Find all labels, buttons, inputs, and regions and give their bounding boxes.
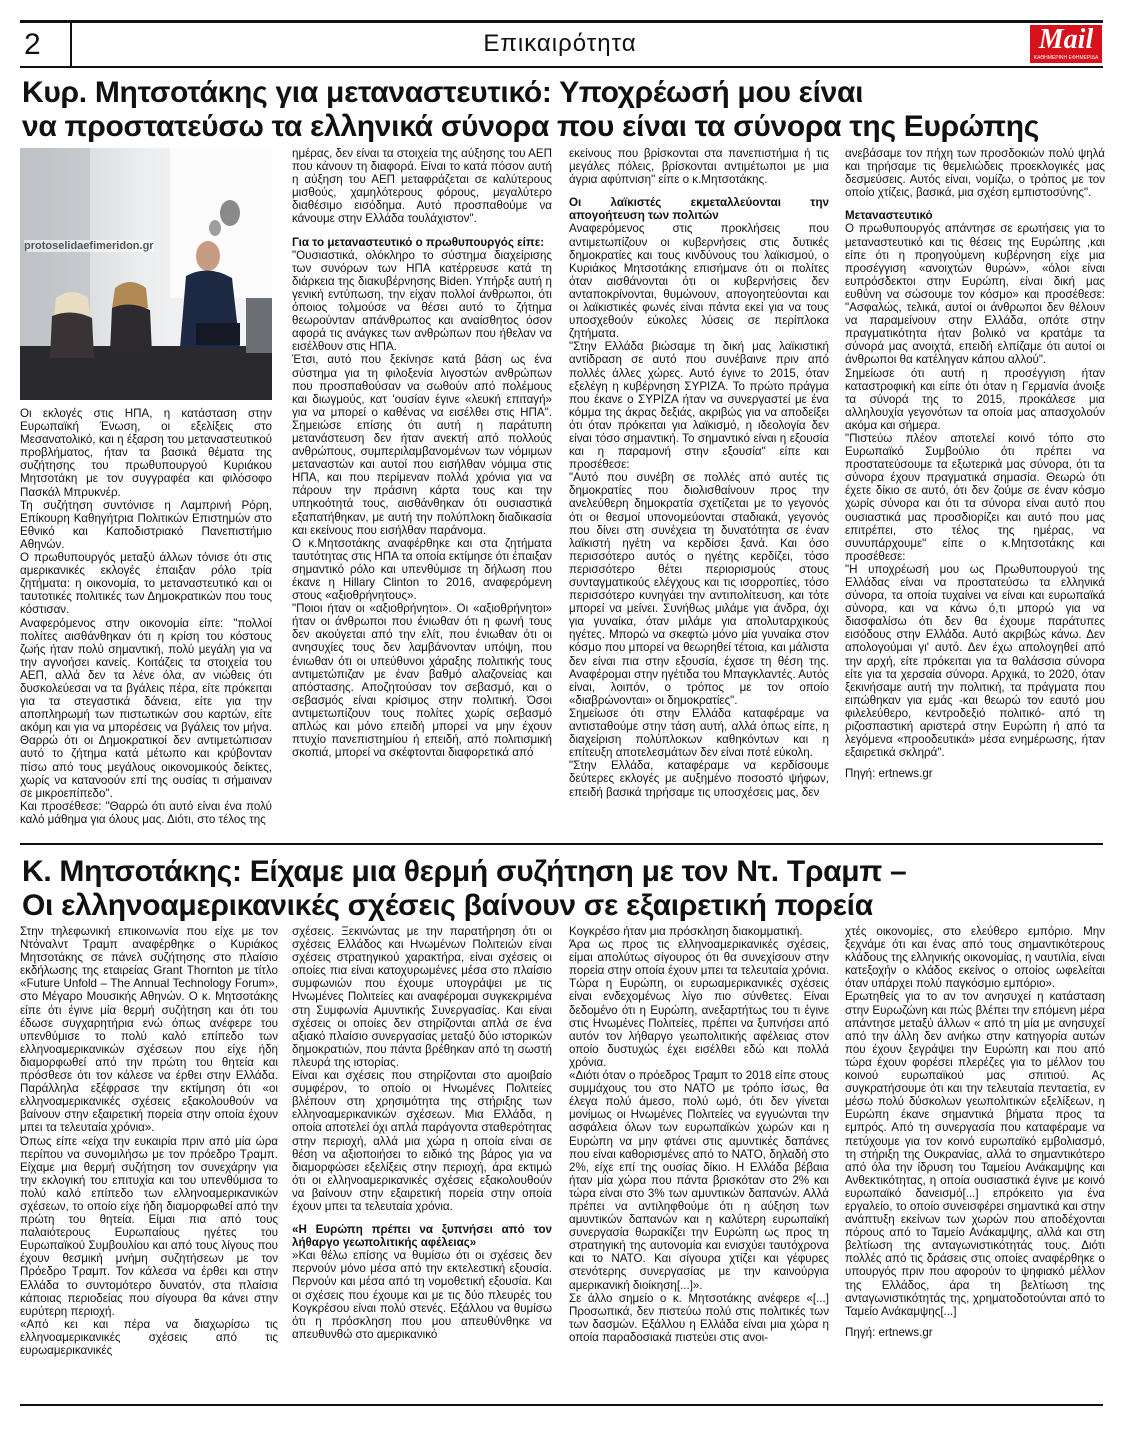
article2-headline bbox=[22, 855, 1112, 923]
paragraph: Στην τηλεφωνική επικοινωνία που είχε με τον Ντόναλντ Τραμπ αναφέρθηκε ο Κυριάκος Μητσοτάκης σε πάνελ συζήτησης στο πλαίσιο εκδήλωσης της εταιρείας Grant Thornton με τίτλο «Future Unfold – The Annual Technology Forum», στο Μέγαρο Μουσικής Αθηνών. Ο κ. Μητσοτάκης είπε ότι έγινε μία θερμή συζήτηση και ότι του έδωσε συγχαρητήρια ενώ όπως ανέφερε του υπενθύμισε το πολύ καλό επίπεδο των ελληνοαμερικανικών σχέσεων που είχε ήδη διαμορφωθεί από την πρώτη του θητεία και πρόσθεσε ότι τον κάλεσε να έρθει στην Ελλάδα. Παράλληλα εξέφρασε την εκτίμηση ότι «οι ελληνοαμερικανικές σχέσεις εξακολουθούν να βαίνουν στην εξαιρετική πορεία στην οποία έχουν μπει τα τελευταία χρόνια». bbox=[20, 925, 278, 1135]
logo-text: Mail bbox=[1038, 25, 1094, 55]
header-rule-bottom bbox=[20, 66, 1103, 68]
article2-headline-line2: Οι ελληνοαμερικανικές σχέσεις βαίνουν σε εξαιρετική πορεία bbox=[22, 889, 873, 922]
article2-column-1 bbox=[20, 925, 278, 1400]
article2-column-3 bbox=[569, 925, 829, 1400]
article2-column-4 bbox=[845, 925, 1105, 1400]
paragraph: «Διότι όταν ο πρόεδρος Τραμπ το 2018 είπε στους συμμάχους του στο ΝΑΤΟ με τρόπο ίσως, θα έλεγα πολύ άμεσο, πολύ ωμό, ότι δεν γίνεται μονίμως οι Ηνωμένες Πολιτείες να εγγυώνται την ασφάλεια όλων των ευρωπαϊκών χωρών και η Ευρώπη να μην φτάνει στις αμυντικές δαπάνες που είναι καθορισμένες από το ΝΑΤΟ, δηλαδή στο 2%, είχε επί της ουσίας δίκιο. Η Ελλάδα βέβαια ήταν μία χώρα που πάντα βρισκόταν στο 2% και τώρα είναι στο 3% των αμυντικών δαπανών. Αλλά πρέπει να αντιληφθούμε ότι η αύξηση των αμυντικών δαπανών και η καλύτερη ευρωπαϊκή συνεργασία θωρακίζει την Ευρώπη ως προς τη στρατηγική της αυτονομία και ενισχύει ταυτόχρονα και το ΝΑΤΟ. Και σίγουρα χτίζει και γέφυρες στενότερης συνεργασίας με την καινούργια αμερικανική διοίκηση[...]». bbox=[569, 1069, 829, 1292]
paragraph: «Από κει και πέρα να διαχωρίσω τις ελληνοαμερικανικές σχέσεις από τις ευρωαμερικανικές bbox=[20, 1317, 278, 1357]
paragraph: Αναφερόμενος στις προκλήσεις που αντιμετωπίζουν οι κυβερνήσεις στις δυτικές δημοκρατίες και τους κινδύνους του λαϊκισμού, ο Κυριάκος Μητσοτάκης επισήμανε ότι οι πολίτες όταν αισθάνονται ότι οι κυβερνήσεις δεν ανταποκρίνονται, θυμώνουν, απογοητεύονται και οι λαϊκιστικές φωνές είναι πάντα εκεί για να τους υποσχεθούν εύκολες λύσεις σε περίπλοκα ζητήματα. bbox=[569, 222, 829, 341]
paragraph: "Στην Ελλάδα βιώσαμε τη δική μας λαϊκιστική αντίδραση σε αυτό που συνέβαινε πριν από πολλές άλλες χώρες. Αυτό έγινε το 2015, όταν εξελέγη η κυβέρνηση ΣΥΡΙΖΑ. Το πρώτο πράγμα που έκανε ο ΣΥΡΙΖΑ ήταν να συνεργαστεί με ένα κόμμα της άκρας δεξιάς, ακριβώς για να αποδείξει ότι όταν πρόκειται για λαϊκισμό, η ιδεολογία δεν είναι τόσο σημαντική. Το σημαντικό είναι η εξουσία και η παραμονή στην εξουσία" είπε και προσέθεσε: bbox=[569, 340, 829, 472]
page-number: 2 bbox=[24, 28, 41, 61]
article1-column-3 bbox=[569, 147, 829, 837]
paragraph: Έτσι, αυτό που ξεκίνησε κατά βάση ως ένα σύστημα για τη φιλοξενία λιγοστών ανθρώπων που προσπαθούσαν να σωθούν από πολέμους και διωγμούς, κατ 'ουσίαν έγινε «λευκή επιταγή» για να μπορεί ο καθένας να εισέλθει στις ΗΠΑ". Σημειώσε επίσης ότι αυτή η παράτυπη μετανάστευση δεν ήταν ανεκτή από πολλούς ανθρώπους, συμπεριλαμβανομένων των νόμιμων μεταναστών και αυτοί που εισήλθαν νόμιμα στις ΗΠΑ, και που περίμεναν πολλά χρόνια για να πάρουν την πράσινη κάρτα τους και την υπηκοότητά τους, αισθάνθηκαν ότι ουσιαστικά εξαπατήθηκαν, με αυτή την πολύπλοκη διαδικασία και εκείνους που εισήλθαν παράνομα. bbox=[292, 353, 552, 537]
paragraph: Ο πρωθυπουργός απάντησε σε ερωτήσεις για το μεταναστευτικό και τις θέσεις της Ευρώπης ,και είπε ότι η προηγούμενη κυβέρνηση είχε μια προσέγγιση «ανοιχτών θυρών», «όλοι είναι ευπρόσδεκτοι στην Ευρώπη, είναι δική μας ευθύνη να σώσουμε τον κόσμο» και προσέθεσε: "Ασφαλώς, τελικά, αυτοί οι άνθρωποι δεν θέλουν να παραμείνουν στην Ελλάδα, οπότε στην πραγματικότητα ήταν βολικό να κρατάμε τα σύνορά μας ανοιχτά, επειδή ελπίζαμε ότι αυτοί οι άνθρωποι θα κατέληγαν κάπου αλλού". bbox=[845, 222, 1105, 367]
paragraph: ημέρας, δεν είναι τα στοιχεία της αύξησης του ΑΕΠ που κάνουν τη διαφορά. Είναι το κατά πόσον αυτή η αύξηση του ΑΕΠ μεταφράζεται σε καλύτερους μισθούς, χαμηλότερους φόρους, μεγαλύτερο διαθέσιμο εισόδημα. Αυτό προσπαθούμε να κάνουμε στην Ελλάδα τουλάχιστον". bbox=[292, 147, 552, 226]
paragraph: Σημείωσε ότι αυτή η προσέγγιση ήταν καταστροφική και είπε ότι όταν η Γερμανία άνοιξε τα σύνορά της το 2015, προκάλεσε μια αλληλουχία γεγονότων τα οποία μας απασχολούν ακόμα και σήμερα. bbox=[845, 366, 1105, 432]
article1-headline bbox=[22, 76, 1112, 144]
paragraph: Ο κ.Μητσοτάκης αναφέρθηκε και στα ζητήματα ταυτότητας στις ΗΠΑ τα οποία εκτίμησε ότι έπαιξαν σημαντικό ρόλο και υπενθύμισε τη δήλωση που έκανε η Hillary Clinton το 2016, αναφερόμενη στους «αξιοθρήνητους». bbox=[292, 536, 552, 603]
section-title: Επικαιρότητα bbox=[483, 30, 637, 57]
paragraph: Κογκρέσο ήταν μια πρόσκληση διακομματική. bbox=[569, 925, 803, 938]
paragraph: ανεβάσαμε τον πήχη των προσδοκιών πολύ ψηλά και τηρήσαμε τις θεμελιώδεις προεκλογικές μας δεσμεύσεις. Αυτός είναι, νομίζω, ο τρόπος με τον οποίο χτίζεις, βασικά, μια σχέση εμπιστοσύνης". bbox=[845, 147, 1105, 200]
paragraph: "Αυτό που συνέβη σε πολλές από αυτές τις δημοκρατίες που διολισθαίνουν προς την ανελεύθερη δημοκρατία σχετίζεται με το γεγονός ότι οι θεσμοί υπονομεύονται σταδιακά, γεγονός που δίνει στη συνέχεια τη δυνατότητα σε έναν λαϊκιστή ηγέτη να κερδίσει ξανά. Και όσο περισσότερο αυτός ο ηγέτης κερδίζει, τόσο περισσότερο θέτει περιορισμούς στους συνταγματικούς ελέγχους και τις ισορροπίες, τόσο περισσότερο κυνηγάει την αντιπολίτευση, και τότε μπορεί να μείνει. Συνήθως μιλάμε για άνδρα, όχι για γυναίκα, όταν μιλάμε για απολυταρχικούς ηγέτες. Μπορώ να σκεφτώ μόνο μία γυναίκα στον κόσμο που μπορεί να θεωρηθεί τέτοια, και μάλιστα δεν είναι πια στην εξουσία, έχασε τη θέση της. Αναφέρομαι στην ηγέτιδα του Μπαγκλαντές. Αυτός είναι, λοιπόν, ο τρόπος με τον οποίο «διαβρώνονται» οι δημοκρατίες". bbox=[569, 471, 829, 707]
subheading: Οι λαϊκιστές εκμεταλλεύονται την απογοήτευση των πολιτών bbox=[569, 196, 829, 223]
subheading: «Η Ευρώπη πρέπει να ξυπνήσει από τον λήθαργο γεωπολιτικής αφέλειας» bbox=[292, 1223, 552, 1250]
panel-discussion-image bbox=[20, 148, 272, 400]
paragraph: Σε άλλο σημείο ο κ. Μητσοτάκης ανέφερε «[...] Προσωπικά, δεν πιστεύω πολύ στις πολιτικές των των δασμών. Εξάλλου η Ελλάδα είναι μια χώρα η οποία παραδοσιακά πιστεύει στις ανοι- bbox=[569, 1291, 829, 1344]
paragraph: "Η υποχρέωσή μου ως Πρωθυπουργού της Ελλάδας είναι να προστατεύσω τα ελληνικά σύνορα, τα οποία τυχαίνει να είναι και ευρωπαϊκά σύνορα, και να κάνω ό,τι μπορώ για να διασφαλίσω ότι δεν θα έχουμε παράτυπες εισόδους στην Ελλάδα. Αυτό ακριβώς κάνω. Δεν απολογούμαι γι' αυτό. Δεν έχω απολογηθεί από την αρχή, είτε πρόκειται για τα θαλάσσια σύνορα είτε για τα χερσαία σύνορα. Αρχικά, το 2020, όταν ξεκινήσαμε αυτή την πολιτική, τα πράγματα που ειπώθηκαν για εμάς -και θεωρώ τον εαυτό μου φιλελεύθερο, κεντροδεξιό πολιτικό- από τη ριζοσπαστική αριστερά στην Ευρώπη ή από τα λεγόμενα «προοδευτικά» μέσα ενημέρωσης, ήταν εξαιρετικά σκληρά". bbox=[845, 562, 1105, 760]
article1-photo bbox=[20, 148, 272, 400]
page-bottom-rule bbox=[20, 1404, 1103, 1406]
paragraph: Σημείωσε ότι στην Ελλάδα καταφέραμε να αντισταθούμε στην τάση αυτή, αλλά όπως είπε, η διαχείριση πολύπλοκων καθηκόντων και η επίτευξη αποτελεσμάτων δεν είναι ποτέ εύκολη. bbox=[569, 706, 829, 760]
paragraph: Οι εκλογές στις ΗΠΑ, η κατάσταση στην Ευρωπαϊκή Ένωση, οι εξελίξεις στο Μεσανατολικό, και η έξαρση του μεταναστευτικού προβλήματος, ήταν τα βασικά θέματα της συζήτησης του πρωθυπουργού Κυριάκου Μητσοτάκη με τον συγγραφέα και φιλόσοφο Πασκάλ Μπρυκνέρ. bbox=[20, 407, 272, 499]
article2-headline-line1: Κ. Μητσοτάκης: Είχαμε μια θερμή συζήτηση με τον Ντ. Τραμπ – bbox=[22, 855, 907, 888]
article1-column-1 bbox=[20, 407, 272, 837]
article-divider bbox=[20, 843, 1103, 845]
subheading: Για το μεταναστευτικό ο πρωθυπουργός είπε: bbox=[292, 235, 545, 249]
article2-source: Πηγή: ertnews.gr bbox=[845, 1325, 933, 1339]
paragraph: Άρα ως προς τις ελληνοαμερικανικές σχέσεις, είμαι απολύτως σίγουρος ότι θα συνεχίσουν στην πορεία στην οποία έχουν μπει τα τελευταία χρόνια. Τώρα η Ευρώπη, οι ευρωαμερικανικές σχέσεις είναι ενδεχομένως λίγο πιο σύνθετες. Είναι δεδομένο ότι η Ευρώπη, ανεξαρτήτως του τι έγινε στις Ηνωμένες Πολιτείες, πρέπει να ξυπνήσει από αυτόν τον λήθαργο γεωπολιτικής αφέλειας στον οποίο δυστυχώς έχει εισέλθει εδώ και πολλά χρόνια. bbox=[569, 938, 829, 1069]
logo-subtext: ΚΑΘΗΜΕΡΙΝΗ ΕΦΗΜΕΡΙΔΑ bbox=[1033, 55, 1099, 61]
paragraph: "Στην Ελλάδα, καταφέραμε να κερδίσουμε δεύτερες εκλογές με αυξημένο ποσοστό ψήφων, επειδή βασικά τηρήσαμε τις υποσχέσεις μας, δεν bbox=[569, 759, 829, 799]
photo-watermark: protoselidaefimeridon.gr bbox=[24, 240, 154, 252]
paragraph: Όπως είπε «είχα την ευκαιρία πριν από μία ώρα περίπου να συνομιλήσω με τον πρόεδρο Τραμπ. Είχαμε μια θερμή συζήτηση τον συνεχάρην για την εκλογική του επιτυχία και του υπενθύμισα το πολύ καλό επίπεδο των ελληνοαμερικανικών σχέσεων, το οποίο είχε ήδη διαμορφωθεί από την πρώτη του θητεία. Είμαι πια από τους παλαιότερους Ευρωπαίους ηγέτες του Ευρωπαϊκού Συμβουλίου και από τους λίγους που έχουν θεσμική μνήμη συζητήσεων με τον Πρόεδρο Τραμπ. Τον κάλεσα να έρθει και στην Ελλάδα το συντομότερο δυνατόν, στα πλαίσια κάποιας περιοδείας που σίγουρα θα κάνει στην ευρύτερη περιοχή. bbox=[20, 1134, 278, 1318]
article1-column-4 bbox=[845, 147, 1105, 837]
paragraph: Ερωτηθείς για το αν τον ανησυχεί η κατάσταση στην Ευρωζώνη και πώς βλέπει την επόμενη μέρα απάντησε μεταξύ άλλων « από τη μία με ανησυχεί από την άλλη δεν ανήκω στην κατηγορία αυτών που έχουν ξεγράψει την Ευρώπη και που από τώρα έχουν φορέσει πλερέζες για το μέλλον του κοινού ευρωπαϊκού μας σπιτιού. Ας συγκρατήσουμε ότι και την τελευταία πενταετία, εν μέσω πολύ δύσκολων γεωπολιτικών εξελίξεων, η Ευρώπη έκανε σημαντικά βήματα προς τα εμπρός. Από τη συνεργασία που καταφέραμε να πετύχουμε για τον κοινό ευρωπαϊκό εμβολιασμό, τη στήριξη της Ουκρανίας, αλλά το σημαντικότερο από όλα την ίδρυση του Ταμείου Ανάκαμψης και Ανθεκτικότητας, η οποία ουσιαστικά έγινε με κοινό ευρωπαϊκό δανεισμό[...] επρόκειτο για ένα εργαλείο, το οποίο συνεισφέρει σημαντικά και στην ανάπτυξη εκείνων των χωρών που αποδέχονται πόρους από το Ταμείο Ανάκαμψης, αλλά και στη βελτίωση της ανταγωνιστικότητάς τους. Διότι πολλές από τις δράσεις στις οποίες αναφέρθηκε ο υπουργός πριν που αφορούν το ψηφιακό μέλλον της Ελλάδος, άρα τη βελτίωση της ανταγωνιστικότητάς της, χρηματοδοτούνται από το Ταμείο Ανάκαμψης[...] bbox=[845, 990, 1105, 1318]
newspaper-logo bbox=[1030, 25, 1102, 63]
paragraph: Και προσέθεσε: "Θαρρώ ότι αυτό είναι ένα πολύ καλό μάθημα για όλους μας. Διότι, στο τέλος της bbox=[20, 799, 272, 826]
paragraph: Ο πρωθυπουργός μεταξύ άλλων τόνισε ότι στις αμερικανικές εκλογές έπαιξαν ρόλο τρία ζητήματα: η οικονομία, το μεταναστευτικό και οι ταυτοτικές πολιτικές των Δημοκρατικών που τους κόστισαν. bbox=[20, 551, 272, 617]
header-rule-top bbox=[20, 20, 1103, 23]
article1-column-2 bbox=[292, 147, 552, 837]
paragraph: "Ουσιαστικά, ολόκληρο το σύστημα διαχείρισης των συνόρων των ΗΠΑ κατέρρευσε κατά τη διάρκεια της διακυβέρνησης Biden. Υπήρξε αυτή η γενική εντύπωση, την είχαν πολλοί άνθρωποι, ότι όποιος τολμούσε να θέσει αυτό το ζήτημα θεωρούνταν απάνθρωπος και αναίσθητος όσον αφορά τις ανάγκες των ανθρώπων που ήθελαν να εισέλθουν στις ΗΠΑ. bbox=[292, 248, 552, 354]
page-number-divider bbox=[70, 23, 72, 66]
article1-headline-line1: Κυρ. Μητσοτάκης για μεταναστευτικό: Υποχρέωσή μου είναι bbox=[22, 76, 864, 109]
paragraph: χτές οικονομίες, στο ελεύθερο εμπόριο. Μην ξεχνάμε ότι και ένας από τους σημαντικότερους κλάδους της ελληνικής οικονομίας, η ναυτιλία, είναι κατεξοχήν ο κλάδος εκείνος ο οποίος ωφελείται όταν υπάρχει πολύ παγκόσμιο εμπόριο». bbox=[845, 925, 1105, 991]
paragraph: "Ποιοι ήταν οι «αξιοθρήνητοι». Οι «αξιοθρήνητοι» ήταν οι άνθρωποι που ένιωθαν ότι η φωνή τους δεν ακούγεται από την ελίτ, που ένιωθαν ότι οι ανησυχίες τους δεν λαμβάνονταν υπόψη, που ένιωθαν ότι οι υπεύθυνοι χάραξης πολιτικής τους αντιμετώπιζαν με έναν βαθμό αλαζονείας και απόστασης. Αποζητούσαν τον σεβασμό, και ο σεβασμός είναι κρίσιμος στην πολιτική. Όσοι αντιμετωπίζουν τους πολίτες χωρίς σεβασμό απλώς και μόνο επειδή μπορεί να μην έχουν πτυχίο πανεπιστημίου ή επειδή, από πολιτισμική σκοπιά, μπορεί να σκέφτονται διαφορετικά από bbox=[292, 602, 552, 760]
article1-source: Πηγή: ertnews.gr bbox=[845, 767, 933, 781]
subheading: Μεταναστευτικό bbox=[845, 209, 933, 223]
article1-headline-line2: να προστατεύσω τα ελληνικά σύνορα που είναι τα σύνορα της Ευρώπης bbox=[22, 110, 1040, 143]
paragraph: Είναι και σχέσεις που στηρίζονται στο αμοιβαίο συμφέρον, το οποίο οι Ηνωμένες Πολιτείες βλέπουν στη χρησιμότητα της στήριξης των ελληνοαμερικανικών σχέσεων. Μια Ελλάδα, η οποία αποτελεί όχι απλά παράγοντα σταθερότητας στην περιοχή, αλλά μια χώρα η οποία είναι σε θέση να αξιοποιήσει το ειδικό της βάρος για να διαμορφώσει εξελίξεις στην περιοχή, άρα εκτιμώ ότι οι ελληνοαμερικανικές σχέσεις εξακολουθούν να βαίνουν στην εξαιρετική πορεία στην οποία έχουν μπει τα τελευταία χρόνια. bbox=[292, 1069, 552, 1213]
paragraph: Τη συζήτηση συντόνισε η Λαμπρινή Ρόρη, Επίκουρη Καθηγήτρια Πολιτικών Επιστημών στο Εθνικό και Καποδιστριακό Πανεπιστήμιο Αθηνών. bbox=[20, 498, 272, 551]
article2-column-2 bbox=[292, 925, 552, 1400]
paragraph: σχέσεις. Ξεκινώντας με την παρατήρηση ότι οι σχέσεις Ελλάδος και Ηνωμένων Πολιτειών είναι σχέσεις στρατηγικού χαρακτήρα, είναι σχέσεις οι οποίες πια είναι κατοχυρωμένες μέσα στο πλαίσιο συμφωνιών που έχουμε υπογράψει με τις Ηνωμένες Πολιτείες και αναφέρομαι συγκεκριμένα στη Συμφωνία Αμυντικής Συνεργασίας. Και είναι σχέσεις οι οποίες δεν στηρίζονται απλά σε ένα αξιακό πλαίσιο συνεργασίας μεταξύ δύο ιστορικών δημοκρατιών, που πάντα βρέθηκαν από τη σωστή πλευρά της ιστορίας. bbox=[292, 925, 552, 1069]
paragraph: »Και θέλω επίσης να θυμίσω ότι οι σχέσεις δεν περνούν μόνο μέσα από την εκτελεστική εξουσία. Περνούν και μέσα από τη νομοθετική εξουσία. Και οι σχέσεις που έχουμε και με τις δύο πλευρές του Κογκρέσου είναι πολύ στενές. Εξάλλου να θυμίσω ότι η πρόσκληση που μου απευθύνθηκε να απευθυνθώ στο αμερικανικό bbox=[292, 1249, 552, 1341]
paragraph: εκείνους που βρίσκονται στα πανεπιστήμια ή τις μεγάλες πόλεις, βρίσκονται αντιμέτωποι με μια άγρια αφύπνιση" είπε ο κ.Μητσοτάκης. bbox=[569, 147, 829, 187]
paragraph: Αναφερόμενος στην οικονομία είπε: "πολλοί πολίτες αισθάνθηκαν ότι η κρίση του κόστους ζωής ήταν πολύ σημαντική, πολύ μεγάλη για να την αγνοήσει κανείς. Κοιτάζεις τα στοιχεία του ΑΕΠ, αλλά δεν τα λένε όλα, αν νιώθεις ότι δυσκολεύεσαι να τα βγάλεις πέρα, είτε πρόκειται για τα στεγαστικά δάνεια, είτε για την αποπληρωμή των πιστωτικών σου καρτών, είτε ακόμη και για να μπορέσεις να βγάλεις τον μήνα. Θαρρώ ότι οι Δημοκρατικοί δεν αντιμετώπισαν αυτό το ζήτημα κατά μέτωπο και κρύβονταν πίσω από τους μεγάλους οικονομικούς δείκτες, χωρίς να κατανοούν επί της ουσίας τι σήμαιναν σε μικροεπίπεδο". bbox=[20, 616, 272, 800]
paragraph: "Πιστεύω πλέον αποτελεί κοινό τόπο στο Ευρωπαϊκό Συμβούλιο ότι πρέπει να προστατεύσουμε τα εξωτερικά μας σύνορα, ότι τα σύνορα έχουν πραγματικά σημασία. Θεωρώ ότι έχετε δίκιο σε αυτό, ότι δεν ζούμε σε έναν κόσμο χωρίς σύνορα και ότι τα σύνορα είναι αυτό που ουσιαστικά μας προσδιορίζει και αυτό που μας επιτρέπει, στο τέλος της ημέρας, να συνυπάρχουμε" είπε ο κ.Μητσοτάκης και προσέθεσε: bbox=[845, 431, 1105, 563]
